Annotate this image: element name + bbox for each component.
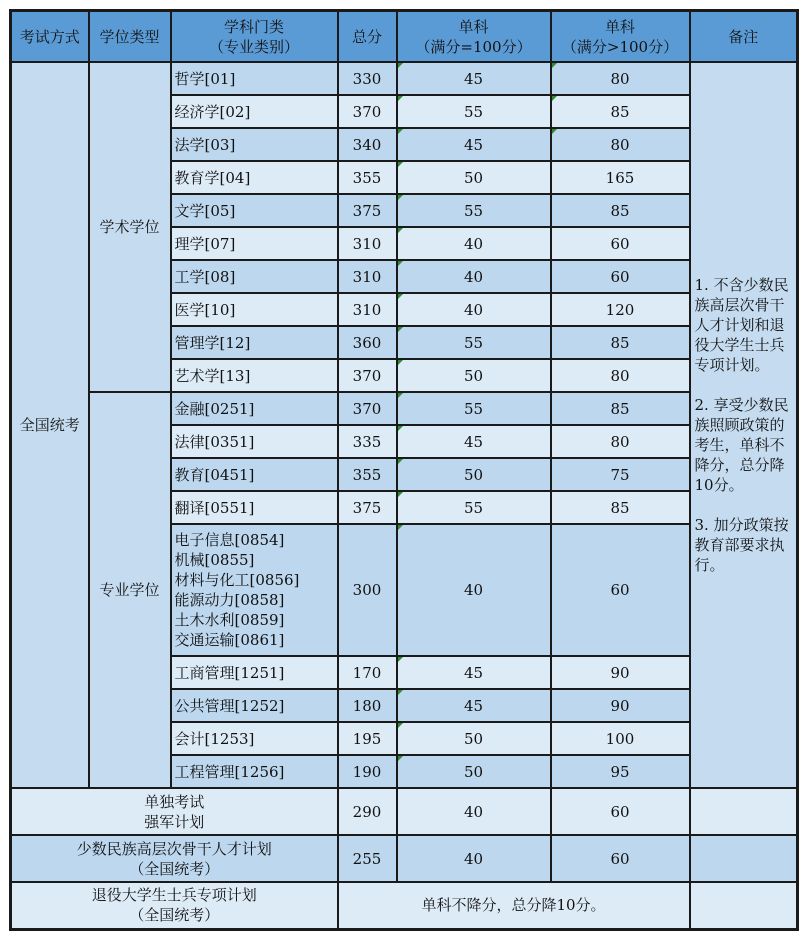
degree-type-academic: 学术学位 [89, 62, 171, 392]
single-100-cell: 40 [397, 227, 551, 260]
header-exam-mode: 考试方式 [11, 11, 89, 63]
single-100-cell: 50 [397, 458, 551, 491]
veteran-rule-cell: 单科不降分，总分降10分。 [338, 882, 690, 929]
total-score-cell: 360 [338, 326, 397, 359]
single-100-cell: 40 [397, 260, 551, 293]
header-single-over-100: 单科 （满分>100分） [551, 11, 690, 63]
single-100-cell: 55 [397, 392, 551, 425]
single-over-100-cell: 85 [551, 326, 690, 359]
single-100-cell: 50 [397, 161, 551, 194]
single-100-cell: 40 [397, 524, 551, 656]
single-100-cell: 45 [397, 128, 551, 161]
single-100-cell: 55 [397, 491, 551, 524]
total-score-cell: 335 [338, 425, 397, 458]
total-score-cell: 355 [338, 161, 397, 194]
subject-cell: 法学[03] [171, 128, 338, 161]
subject-cell: 文学[05] [171, 194, 338, 227]
single-over-100-cell: 80 [551, 62, 690, 95]
total-score-cell: 180 [338, 689, 397, 722]
empty-notes-cell [690, 882, 798, 929]
total-score-cell: 310 [338, 260, 397, 293]
subject-cell: 工学[08] [171, 260, 338, 293]
single-100-cell: 45 [397, 656, 551, 689]
total-score-cell: 170 [338, 656, 397, 689]
total-score-cell: 330 [338, 62, 397, 95]
notes-cell: 1. 不含少数民族高层次骨干人才计划和退役大学生士兵专项计划。 2. 享受少数民族照顾政策的考生，单科不降分，总分降10分。 3. 加分政策按教育部要求执行。 [690, 62, 798, 788]
single-over-100-cell: 100 [551, 722, 690, 755]
subject-cell: 公共管理[1252] [171, 689, 338, 722]
single-100-cell: 50 [397, 722, 551, 755]
total-score-cell: 195 [338, 722, 397, 755]
subject-cell: 艺术学[13] [171, 359, 338, 392]
empty-notes-cell [690, 788, 798, 835]
single-100-cell: 45 [397, 425, 551, 458]
veteran-plan-label: 退役大学生士兵专项计划 （全国统考） [11, 882, 338, 929]
table-row [11, 62, 798, 95]
header-total: 总分 [338, 11, 397, 63]
total-score-cell: 340 [338, 128, 397, 161]
score-table [9, 9, 799, 931]
header-row [11, 11, 798, 63]
subject-cell: 工商管理[1251] [171, 656, 338, 689]
total-score-cell: 375 [338, 491, 397, 524]
subject-cell: 教育学[04] [171, 161, 338, 194]
subject-cell: 电子信息[0854] 机械[0855] 材料与化工[0856] 能源动力[0858] 土木水利[0859] 交通运输[0861] [171, 524, 338, 656]
total-score-cell: 190 [338, 755, 397, 788]
single-100-cell: 50 [397, 755, 551, 788]
special-row [11, 835, 798, 882]
single-100-cell: 45 [397, 62, 551, 95]
header-degree-type: 学位类型 [89, 11, 171, 63]
subject-cell: 医学[10] [171, 293, 338, 326]
single-100-cell: 55 [397, 326, 551, 359]
total-score-cell: 310 [338, 293, 397, 326]
subject-cell: 哲学[01] [171, 62, 338, 95]
single-100-cell: 45 [397, 689, 551, 722]
degree-type-professional: 专业学位 [89, 392, 171, 788]
single-over-100-cell: 80 [551, 359, 690, 392]
single-over-100-cell: 120 [551, 293, 690, 326]
subject-cell: 工程管理[1256] [171, 755, 338, 788]
single-over-100-cell: 165 [551, 161, 690, 194]
single-100-cell: 55 [397, 194, 551, 227]
total-score-cell: 355 [338, 458, 397, 491]
total-score-cell: 370 [338, 95, 397, 128]
total-score-cell: 255 [338, 835, 397, 882]
header-notes: 备注 [690, 11, 798, 63]
special-plan-label: 单独考试 强军计划 [11, 788, 338, 835]
subject-cell: 经济学[02] [171, 95, 338, 128]
single-over-100-cell: 85 [551, 491, 690, 524]
special-plan-label: 少数民族高层次骨干人才计划 （全国统考） [11, 835, 338, 882]
single-100-cell: 40 [397, 788, 551, 835]
total-score-cell: 370 [338, 392, 397, 425]
subject-cell: 金融[0251] [171, 392, 338, 425]
single-over-100-cell: 80 [551, 128, 690, 161]
header-single-100: 单科 （满分=100分） [397, 11, 551, 63]
table-row [11, 392, 798, 425]
single-over-100-cell: 95 [551, 755, 690, 788]
subject-cell: 法律[0351] [171, 425, 338, 458]
single-over-100-cell: 80 [551, 425, 690, 458]
single-100-cell: 40 [397, 835, 551, 882]
total-score-cell: 290 [338, 788, 397, 835]
single-over-100-cell: 85 [551, 95, 690, 128]
single-over-100-cell: 75 [551, 458, 690, 491]
single-100-cell: 40 [397, 293, 551, 326]
single-over-100-cell: 85 [551, 194, 690, 227]
special-row [11, 788, 798, 835]
single-over-100-cell: 60 [551, 788, 690, 835]
subject-cell: 会计[1253] [171, 722, 338, 755]
single-100-cell: 55 [397, 95, 551, 128]
subject-cell: 理学[07] [171, 227, 338, 260]
single-over-100-cell: 60 [551, 227, 690, 260]
subject-cell: 翻译[0551] [171, 491, 338, 524]
veteran-row [11, 882, 798, 929]
subject-cell: 教育[0451] [171, 458, 338, 491]
total-score-cell: 300 [338, 524, 397, 656]
subject-cell: 管理学[12] [171, 326, 338, 359]
single-over-100-cell: 60 [551, 524, 690, 656]
single-over-100-cell: 85 [551, 392, 690, 425]
single-over-100-cell: 60 [551, 260, 690, 293]
total-score-cell: 375 [338, 194, 397, 227]
exam-mode-cell: 全国统考 [11, 62, 89, 788]
header-subject: 学科门类 （专业类别） [171, 11, 338, 63]
total-score-cell: 310 [338, 227, 397, 260]
total-score-cell: 370 [338, 359, 397, 392]
single-over-100-cell: 90 [551, 689, 690, 722]
single-100-cell: 50 [397, 359, 551, 392]
single-over-100-cell: 60 [551, 835, 690, 882]
empty-notes-cell [690, 835, 798, 882]
single-over-100-cell: 90 [551, 656, 690, 689]
